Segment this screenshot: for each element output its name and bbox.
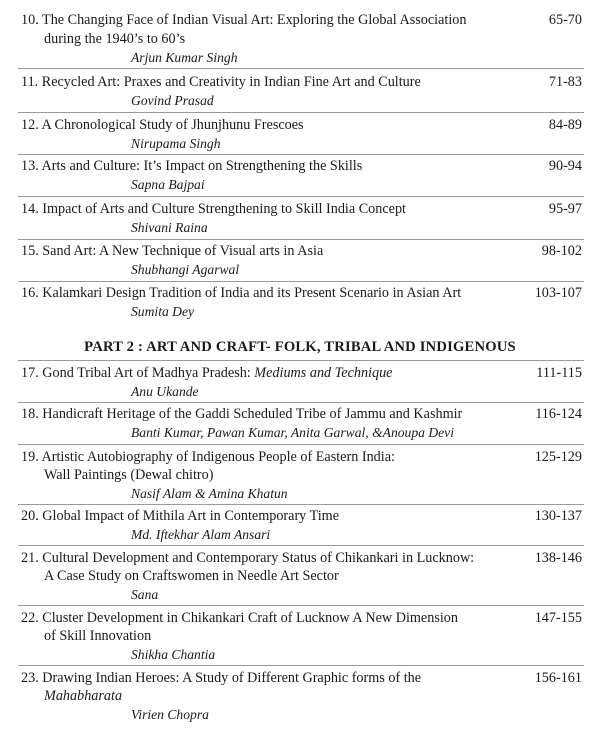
toc-entry-authors: Anu Ukande xyxy=(131,384,199,399)
toc-entry-pages: 138-146 xyxy=(534,550,582,566)
toc-entry-pages: 156-161 xyxy=(534,670,582,686)
toc-entry-authors: Banti Kumar, Pawan Kumar, Anita Garwal, &Anoupa Devi xyxy=(131,425,454,440)
divider xyxy=(18,504,584,505)
toc-entry-authors: Shikha Chantia xyxy=(131,647,216,662)
toc-entry-title xyxy=(21,364,392,382)
toc-entry-authors: Sana xyxy=(131,587,159,602)
divider xyxy=(18,605,584,606)
divider xyxy=(18,444,584,445)
divider xyxy=(18,154,584,155)
toc-entry-authors: Shubhangi Agarwal xyxy=(131,262,240,277)
toc-entry-title-subtitle: Mediums and Technique xyxy=(254,365,393,381)
divider xyxy=(18,68,584,69)
toc-entry-pages: 65-70 xyxy=(548,12,582,28)
toc-entry-pages: 98-102 xyxy=(541,243,582,259)
divider xyxy=(18,545,584,546)
toc-entry-title: 22. Cluster Development in Chikankari Craft of Lucknow A New Dimension xyxy=(21,610,458,626)
section-heading: PART 2 : ART AND CRAFT- FOLK, TRIBAL AND INDIGENOUS xyxy=(84,339,516,355)
divider xyxy=(18,360,584,361)
toc-entry-title: 19. Artistic Autobiography of Indigenous People of Eastern India: xyxy=(21,449,395,465)
toc-entry-pages: 147-155 xyxy=(534,610,582,626)
divider xyxy=(18,402,584,403)
toc-entry-title: 23. Drawing Indian Heroes: A Study of Different Graphic forms of the xyxy=(21,670,422,686)
divider xyxy=(18,196,584,197)
toc-entry-title: 12. A Chronological Study of Jhunjhunu Frescoes xyxy=(21,117,304,133)
divider xyxy=(18,239,584,240)
toc-entry-pages: 103-107 xyxy=(534,285,582,301)
toc-entry-pages: 116-124 xyxy=(535,406,582,422)
toc-entry-pages: 84-89 xyxy=(548,117,582,133)
toc-entry-pages: 90-94 xyxy=(548,158,582,174)
toc-entry-authors: Nasif Alam & Amina Khatun xyxy=(131,486,288,501)
toc-entry-authors: Virien Chopra xyxy=(131,707,209,722)
toc-entry-title-continued: of Skill Innovation xyxy=(44,628,152,644)
toc-entry-title: 11. Recycled Art: Praxes and Creativity in Indian Fine Art and Culture xyxy=(21,74,421,90)
toc-entry-title: 18. Handicraft Heritage of the Gaddi Scheduled Tribe of Jammu and Kashmir xyxy=(21,406,463,422)
toc-entry-title: 15. Sand Art: A New Technique of Visual arts in Asia xyxy=(21,243,324,259)
divider xyxy=(18,281,584,282)
toc-entry-title: 13. Arts and Culture: It’s Impact on Strengthening the Skills xyxy=(21,158,363,174)
toc-entry-authors: Sumita Dey xyxy=(131,304,195,319)
toc-entry-pages: 111-115 xyxy=(536,365,582,381)
toc-entry-pages: 125-129 xyxy=(534,449,582,465)
toc-entry-authors: Shivani Raina xyxy=(131,220,208,235)
divider xyxy=(18,112,584,113)
toc-entry-authors: Md. Iftekhar Alam Ansari xyxy=(131,527,271,542)
toc-entry-title-text: 17. Gond Tribal Art of Madhya Pradesh: xyxy=(21,365,255,381)
toc-entry-pages: 71-83 xyxy=(548,74,582,90)
toc-entry-authors: Sapna Bajpai xyxy=(131,177,205,192)
toc-entry-pages: 130-137 xyxy=(534,508,582,524)
toc-entry-title: 16. Kalamkari Design Tradition of India and its Present Scenario in Asian Art xyxy=(21,285,462,301)
toc-entry-authors: Nirupama Singh xyxy=(131,136,221,151)
toc-entry-title: 14. Impact of Arts and Culture Strengthening to Skill India Concept xyxy=(21,201,406,217)
toc-entry-pages: 95-97 xyxy=(548,201,582,217)
divider xyxy=(18,665,584,666)
toc-entry-title: 21. Cultural Development and Contemporary Status of Chikankari in Lucknow: xyxy=(21,550,475,566)
toc-entry-authors: Govind Prasad xyxy=(131,93,214,108)
toc-entry-title-continued: during the 1940’s to 60’s xyxy=(44,31,186,47)
toc-entry-title-continued: Mahabharata xyxy=(44,688,123,704)
toc-entry-title-continued: Wall Paintings (Dewal chitro) xyxy=(44,467,214,483)
toc-entry-title-continued: A Case Study on Craftswomen in Needle Art Sector xyxy=(44,568,339,584)
toc-entry-authors: Arjun Kumar Singh xyxy=(131,50,238,65)
toc-entry-title: 20. Global Impact of Mithila Art in Contemporary Time xyxy=(21,508,340,524)
toc-entry-title: 10. The Changing Face of Indian Visual Art: Exploring the Global Association xyxy=(21,12,467,28)
